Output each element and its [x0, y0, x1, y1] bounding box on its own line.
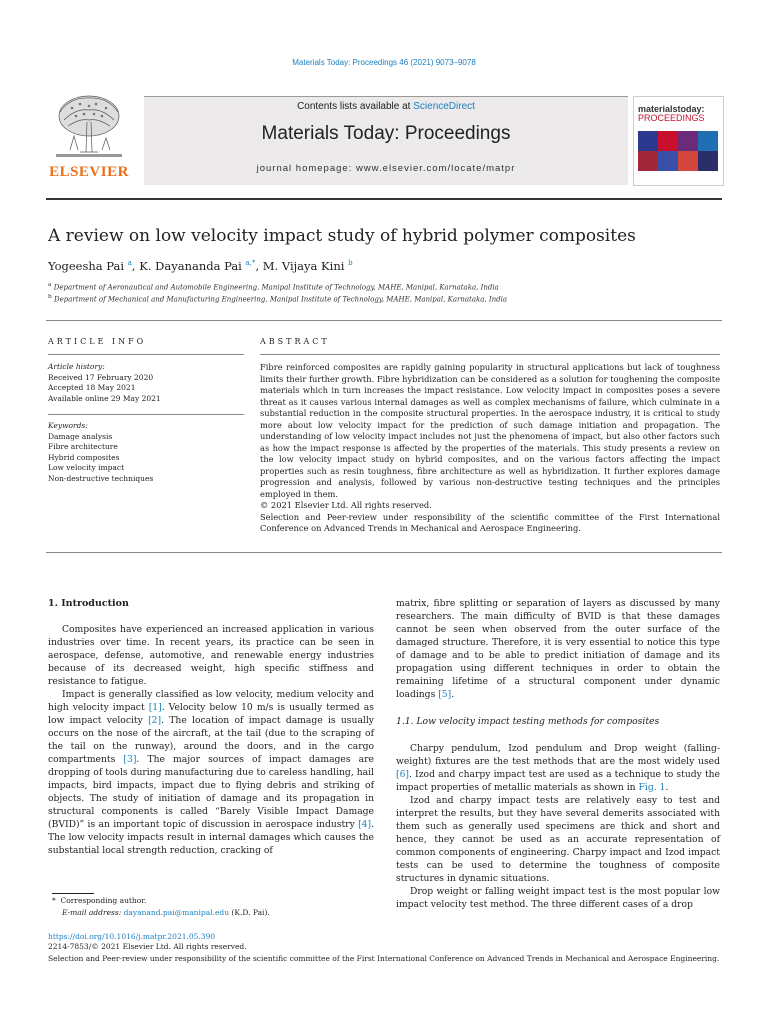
received-date: Received 17 February 2020 [48, 372, 154, 382]
author-affil-link[interactable]: a,* [245, 259, 256, 268]
citation-link[interactable]: [3] [123, 754, 137, 765]
header-rule [46, 198, 722, 200]
text-run: . [451, 689, 455, 700]
section-heading: 1. Introduction [48, 598, 129, 609]
keyword-item: Damage analysis [48, 431, 113, 441]
cover-title-line1: materialstoday: [638, 104, 705, 114]
cover-image-icon [638, 131, 718, 171]
divider [260, 354, 720, 355]
divider [46, 552, 722, 553]
abstract-peer-review: Selection and Peer-review under responsibility of the scientific committee of the First International Conference on Advanced Trends in Mechanical and Aerospace Engineering. [260, 511, 720, 533]
paragraph: Composites have experienced an increased application in various industries over time. In recent years, its practice can be seen in aerospace, defense, automotive, and renewable energy industries because of its decreased weight, high specific stiffness and resistance to fatigue. [48, 624, 374, 687]
footer-peer-review: Selection and Peer-review under responsibility of the scientific committee of the First International Conference on Advanced Trends in Mechanical and Aerospace Engineering. [48, 954, 720, 963]
paragraph [48, 688, 374, 857]
history-label: Article history: [48, 362, 105, 371]
affiliation [48, 294, 507, 303]
affiliation [48, 282, 499, 291]
body-column-right [396, 597, 720, 911]
text-run: . The major sources of impact damages are dropping of tools during manufacturing due to careless handling, hail impacts, bird impacts, impact due to flying debris and striking of objects. The study of initiation of damage and its propagation in structural components is called “Barely Visible Impact Damage (BVID)” is an important topic of discussion in aerospace industry [48, 754, 374, 830]
paragraph: Drop weight or falling weight impact test is the most popular low impact velocity test method. The three different cases of a drop [396, 886, 720, 910]
footnote-text: Corresponding author. [60, 896, 147, 905]
journal-citation[interactable]: Materials Today: Proceedings 46 (2021) 9073–9078 [292, 58, 476, 67]
abstract-text: Fibre reinforced composites are rapidly gaining popularity in structural applications but lack of toughness limits their further growth. Fibre hybridization can be considered as a solution for toughening the composite materials which in turn increases the impact resistance. Low velocity impact in composites poses a severe threat as it causes various internal damages as well as complex mechanisms of failure, which culminate in a substantial reduction in the composite structural properties. In the aerospace industry, it is critical to study more about low velocity impact for the prediction of such damage initiation and propagation. The understanding of low velocity impact includes not just the phenomena of impact, but also other factors such as how the impact response is affected by the properties of the materials. This study presents a review on the low velocity impact study on hybrid composites, and on the various factors affecting the impact properties such as resin toughness, fibre architecture as well as hybridization. It further explores damage progression and analysis, followed by various non-destructive testing techniques and the principles employed in them. [260, 362, 720, 499]
doi-text[interactable]: https://doi.org/10.1016/j.matpr.2021.05.390 [48, 932, 216, 941]
citation-link[interactable]: [4] [358, 819, 372, 830]
email-link[interactable]: dayanand.pai@manipal.edu [123, 908, 230, 917]
paragraph [396, 597, 720, 701]
figure-link[interactable]: Fig. 1 [638, 782, 666, 793]
text-run: . The location of impact damage is usually occurs on the nose of the aircraft, at the tail (due to the scraping of the tail on the runway), around the doors, and in the cargo compartments [48, 715, 374, 765]
paragraph [396, 742, 720, 794]
author-affil-link[interactable]: b [348, 259, 353, 268]
author-affil-link[interactable]: a [127, 259, 132, 268]
divider [48, 414, 244, 415]
text-run: . Izod and charpy impact test are used as a technique to study the impact properties of metallic materials as shown in [396, 769, 720, 793]
citation-link[interactable]: [1] [148, 702, 162, 713]
subsection-heading: 1.1. Low velocity impact testing methods for composites [396, 716, 660, 727]
text-run: . The low velocity impacts result in internal damages which causes the substantial local strength reduction, cracking of [48, 819, 374, 856]
author-name: M. Vijaya Kini [262, 259, 345, 273]
text-run: Charpy pendulum, Izod pendulum and Drop weight (falling-weight) fixtures are the test methods that are the most widely used [396, 743, 720, 767]
text-run: matrix, fibre splitting or separation of layers as discussed by many researchers. The main difficulty of BVID is that these damages cannot be seen when observed from the outer surface of the damaged structure. Therefore, it is very essential to notice this type of damage and to be able to predict initiation of damage and its propagation using different techniques in order to obtain the remaining lifetime of a structural component under dynamic loadings [396, 598, 720, 700]
journal-title: Materials Today: Proceedings [261, 123, 511, 144]
elsevier-tree-icon [50, 92, 128, 164]
cover-title [638, 105, 705, 123]
footnote-rule [52, 893, 94, 894]
issn-line: 2214-7853/© 2021 Elsevier Ltd. All rights reserved. [48, 942, 247, 951]
corresponding-author-note [52, 896, 146, 906]
article-history [48, 362, 161, 404]
footnote-marker: * [52, 896, 56, 905]
abstract-copyright: © 2021 Elsevier Ltd. All rights reserved. [260, 500, 432, 510]
keyword-item: Low velocity impact [48, 463, 125, 472]
sciencedirect-link[interactable]: ScienceDirect [413, 101, 475, 112]
doi-link[interactable] [48, 932, 720, 942]
citation-link[interactable]: [2] [148, 715, 162, 726]
elsevier-logo[interactable] [46, 90, 132, 184]
contents-line [144, 101, 628, 112]
keyword-item: Non-destructive techniques [48, 473, 154, 483]
divider [48, 354, 244, 355]
elsevier-wordmark: ELSEVIER [49, 164, 129, 180]
article-info-heading: ARTICLE INFO [48, 337, 147, 346]
affiliation-text: Department of Mechanical and Manufacturing Engineering, Manipal Institute of Technology, MAHE, Manipal, Karnataka, India [53, 295, 508, 304]
email-note [62, 908, 270, 918]
body-column-left [48, 597, 374, 857]
text-run: . [665, 782, 669, 793]
abstract-heading: ABSTRACT [260, 337, 330, 346]
contents-label: Contents lists available at [297, 101, 414, 112]
accepted-date: Accepted 18 May 2021 [48, 383, 136, 392]
cover-title-line2: PROCEEDINGS [638, 113, 705, 123]
email-label: E-mail address: [62, 908, 124, 917]
journal-banner [144, 96, 628, 185]
citation-link[interactable]: [6] [396, 769, 410, 780]
keywords-label: Keywords: [48, 421, 88, 430]
citation-link[interactable]: [5] [438, 689, 452, 700]
affiliation-marker: b [48, 294, 52, 300]
article-title: A review on low velocity impact study of hybrid polymer composites [48, 226, 636, 246]
divider [46, 320, 722, 321]
journal-homepage[interactable]: journal homepage: www.elsevier.com/locate/matpr [256, 163, 516, 174]
journal-header [46, 90, 722, 184]
keywords-block [48, 421, 153, 484]
author-name: Yogeesha Pai [48, 259, 125, 273]
abstract-body [260, 362, 720, 535]
author-separator: , [131, 259, 140, 273]
paragraph: Izod and charpy impact tests are relatively easy to test and interpret the results, but they have several demerits associated with them such as generally used specimens are thick and short and hence, they cannot be used as an accurate representation of common components of engineering. Charpy impact and Izod impact tests can be used to determine the toughness of composite structures in dynamic situations. [396, 795, 720, 884]
online-date: Available online 29 May 2021 [48, 393, 161, 403]
author-name: K. Dayananda Pai [139, 259, 242, 273]
email-suffix: (K.D. Pai). [229, 908, 270, 917]
affiliation-text: Department of Aeronautical and Automobile Engineering, Manipal Institute of Technology, MAHE, Manipal, Karnataka, India [53, 283, 499, 292]
affiliation-marker: a [48, 282, 52, 288]
journal-cover[interactable] [633, 96, 724, 186]
text-run: Impact is generally classified as low velocity, medium velocity and high velocity impact [48, 689, 374, 713]
text-run: . Velocity below 10 m/s is usually termed as low impact velocity [48, 702, 374, 726]
author-separator: , [255, 259, 263, 273]
keyword-item: Fibre architecture [48, 442, 118, 451]
keyword-item: Hybrid composites [48, 452, 120, 462]
author-list [48, 259, 353, 273]
